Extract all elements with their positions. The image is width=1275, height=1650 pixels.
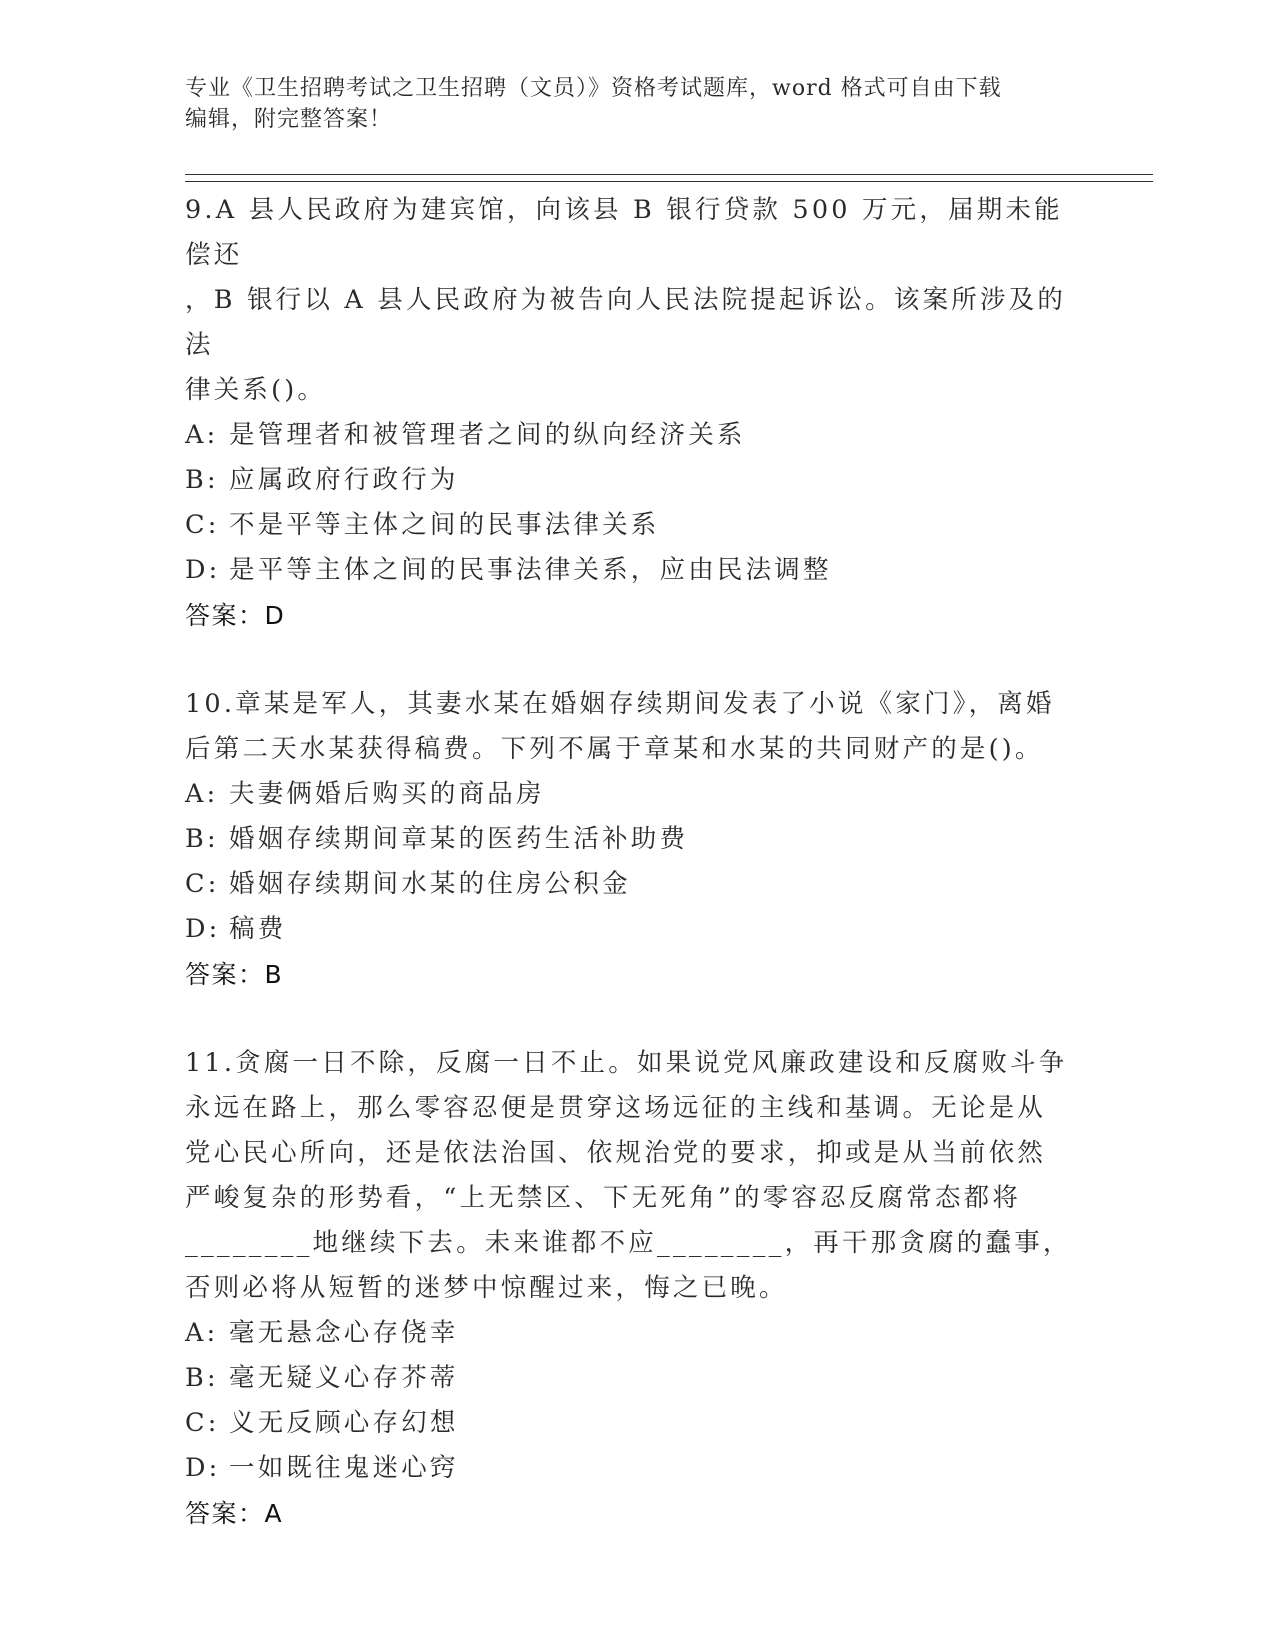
document-header (185, 73, 1085, 135)
option-b (185, 1356, 1085, 1401)
option-a (185, 772, 1085, 817)
option-letter: D: (185, 1453, 221, 1483)
question-list (185, 188, 1085, 1536)
option-text: 稿费 (229, 914, 287, 944)
question-spacer (185, 997, 1085, 1041)
header-line-1: 专业《卫生招聘考试之卫生招聘（文员）》资格考试题库，word 格式可自由下载 (185, 76, 1002, 101)
option-c (185, 862, 1085, 907)
question-text-line: 否则必将从短暂的迷梦中惊醒过来，悔之已晚。 (185, 1273, 788, 1303)
header-divider-top (185, 174, 1153, 175)
question-10 (185, 682, 1085, 997)
option-text: 义无反顾心存幻想 (229, 1408, 459, 1438)
option-d (185, 548, 1085, 593)
option-letter: A: (185, 779, 219, 809)
option-text: 是管理者和被管理者之间的纵向经济关系 (229, 420, 746, 450)
option-a (185, 413, 1085, 458)
option-letter: D: (185, 555, 221, 585)
option-letter: B: (185, 824, 219, 854)
option-b (185, 817, 1085, 862)
question-text-line: 11.贪腐一日不除，反腐一日不止。如果说党风廉政建设和反腐败斗争 (185, 1048, 1068, 1078)
question-text-line: 永远在路上，那么零容忍便是贯穿这场远征的主线和基调。无论是从 (185, 1093, 1047, 1123)
header-divider-bottom (185, 181, 1153, 182)
option-text: 毫无疑义心存芥蒂 (229, 1363, 459, 1393)
answer-line: 答案：D (185, 601, 286, 630)
option-d (185, 1446, 1085, 1491)
option-text: 婚姻存续期间水某的住房公积金 (229, 869, 631, 899)
option-c (185, 503, 1085, 548)
option-letter: C: (185, 1408, 220, 1438)
option-text: 夫妻俩婚后购买的商品房 (229, 779, 545, 809)
question-spacer (185, 638, 1085, 682)
option-b (185, 458, 1085, 503)
option-letter: B: (185, 465, 219, 495)
option-d (185, 907, 1085, 952)
question-9 (185, 188, 1085, 638)
option-text: 婚姻存续期间章某的医药生活补助费 (229, 824, 689, 854)
question-text-line: 律关系()。 (185, 375, 327, 405)
question-text-line: 严峻复杂的形势看，“上无禁区、下无死角”的零容忍反腐常态都将 (185, 1183, 1022, 1213)
option-text: 应属政府行政行为 (229, 465, 459, 495)
question-text-line: ________地继续下去。未来谁都不应________，再干那贪腐的蠢事， (185, 1228, 1072, 1258)
option-text: 毫无悬念心存侥幸 (229, 1318, 459, 1348)
question-text-line: 后第二天水某获得稿费。下列不属于章某和水某的共同财产的是()。 (185, 734, 1044, 764)
answer-line: 答案：A (185, 1499, 284, 1528)
answer-line: 答案：B (185, 960, 284, 989)
option-a (185, 1311, 1085, 1356)
option-text: 一如既往鬼迷心窍 (229, 1453, 459, 1483)
question-text-line: ，B 银行以 A 县人民政府为被告向人民法院提起诉讼。该案所涉及的法 (185, 285, 1067, 360)
question-text-line: 党心民心所向，还是依法治国、依规治党的要求，抑或是从当前依然 (185, 1138, 1047, 1168)
option-text: 不是平等主体之间的民事法律关系 (229, 510, 660, 540)
option-letter: B: (185, 1363, 219, 1393)
question-text-line: 10.章某是军人，其妻水某在婚姻存续期间发表了小说《家门》，离婚 (185, 689, 1055, 719)
option-c (185, 1401, 1085, 1446)
option-letter: A: (185, 1318, 219, 1348)
option-letter: A: (185, 420, 219, 450)
option-letter: C: (185, 510, 220, 540)
option-letter: D: (185, 914, 221, 944)
question-text-line: 9.A 县人民政府为建宾馆，向该县 B 银行贷款 500 万元，届期未能偿还 (185, 195, 1063, 270)
option-letter: C: (185, 869, 220, 899)
question-11 (185, 1041, 1085, 1536)
option-text: 是平等主体之间的民事法律关系，应由民法调整 (229, 555, 832, 585)
header-line-2: 编辑，附完整答案！ (185, 107, 393, 132)
